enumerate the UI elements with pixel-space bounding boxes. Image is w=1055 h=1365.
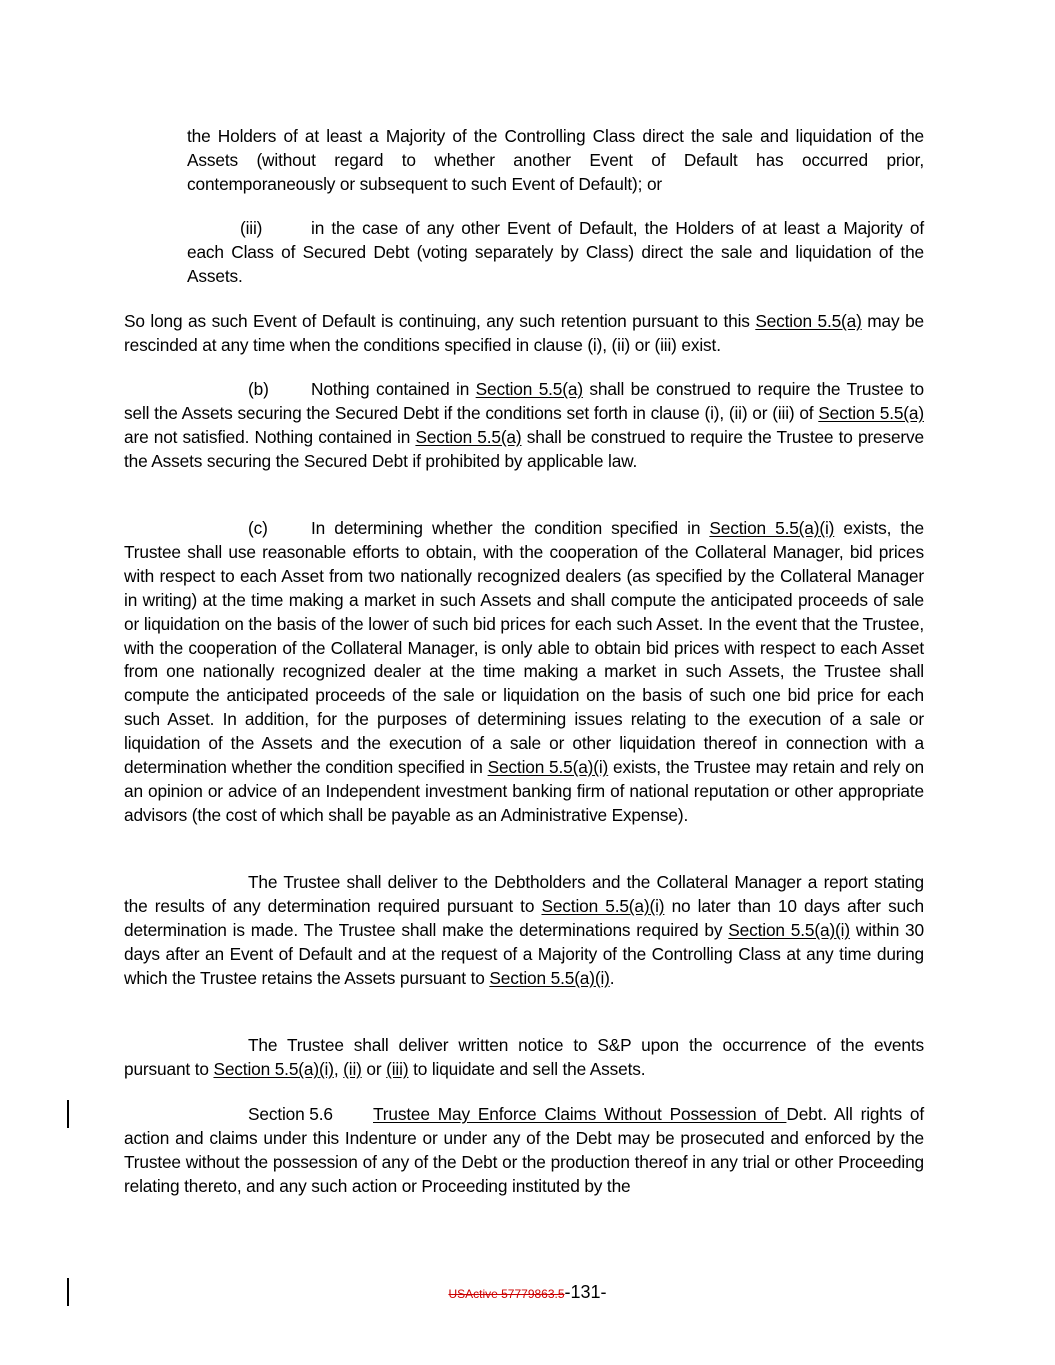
section-reference: Section 5.5(a)(i) (709, 518, 835, 538)
section-reference: Section 5.5(a)(i) (489, 967, 610, 988)
text-run: Debt. All rights of action and claims under this Indenture or under any of the Debt may be prosecuted and enforced by the Trustee without the possession of any of the Debt or the production thereof in any trial or other Proceeding relating thereto, and any such action or Proceeding instituted by the (124, 1104, 924, 1196)
text-run: The Trustee shall deliver written notice to S&P upon the occurrence of the events pursuant to (124, 1035, 924, 1079)
section-number: Section 5.6 (248, 1104, 333, 1124)
page-footer (0, 1280, 1055, 1306)
text-run: no later than 10 days after such determination is made. The Trustee shall make the determinations required by (124, 895, 924, 940)
text-run: The Trustee shall deliver to the Debtholders and the Collateral Manager a report stating the results of any determination required pursuant to (124, 872, 924, 916)
section-reference: (ii) (343, 1058, 362, 1079)
paragraph-text: in the case of any other Event of Default, the Holders of at least a Majority of each Class of Secured Debt (voting separately by Class) direct the sale and liquidation of the Assets. (187, 218, 924, 286)
paragraph-b (124, 378, 924, 474)
section-reference: Section 5.5(a)(i) (213, 1058, 334, 1079)
clause-label: (iii) (240, 218, 263, 238)
text-run: within 30 days after an Event of Default and at the request of a Majority of the Controlling Class at any time during which the Trustee retains the Assets pursuant to (124, 919, 924, 988)
section-reference: Section 5.5(a) (475, 379, 583, 399)
section-heading: Trustee May Enforce Claims Without Possession of (373, 1104, 787, 1124)
text-run: or (361, 1058, 387, 1079)
paragraph-notice (124, 1034, 924, 1082)
text-run: to liquidate and sell the Assets. (408, 1058, 646, 1079)
section-reference: Section 5.5(a) (755, 311, 862, 331)
section-reference: Section 5.5(a) (818, 402, 924, 423)
section-reference: Section 5.5(a) (415, 426, 522, 447)
section-5-6 (124, 1103, 924, 1199)
paragraph-c (124, 517, 924, 828)
text-run: exists, the Trustee shall use reasonable efforts to obtain, with the cooperation of the Collateral Manager, bid prices with respect to each Asset from two nationally recognized dealers (as specified by the Collateral Manager in writing) at the time making a market in such Assets and shall compute the anticipated proceeds of sale or liquidation on the basis of the lower of such bid prices for each such Asset. In the event that the Trustee, with the cooperation of the Collateral Manager, is only able to obtain bid prices with respect to each Asset from one nationally recognized dealer at the time making a market in such Assets, the Trustee shall compute the anticipated proceeds of the sale or liquidation on the basis of such one bid price for each such Asset. In addition, for the purposes of determining issues relating to the execution of a sale or liquidation of the Assets and the execution of a sale or other liquidation thereof in connection with a determination whether the condition specified in (124, 518, 924, 778)
text-run: may be rescinded at any time when the conditions specified in clause (i), (ii) or (iii) exist. (124, 311, 924, 355)
section-reference: (iii) (386, 1058, 409, 1079)
deleted-document-id: USActive 57779863.5 (448, 1287, 565, 1301)
clause-label: (c) (248, 518, 268, 538)
text-run: . (609, 967, 615, 988)
section-reference: Section 5.5(a)(i) (487, 757, 609, 778)
text-run: Nothing contained in (311, 379, 476, 399)
text-run: , (333, 1058, 344, 1079)
paragraph-text: the Holders of at least a Majority of the Controlling Class direct the sale and liquidation of the Assets (without regard to whether another Event of Default has occurred prior, contemporaneously or subsequent to such Event of Default); or (187, 126, 924, 194)
section-reference: Section 5.5(a)(i) (728, 919, 850, 940)
revision-change-bar (67, 1100, 69, 1128)
text-run: are not satisfied. Nothing contained in (124, 426, 416, 447)
section-reference: Section 5.5(a)(i) (541, 895, 665, 916)
clause-label: (b) (248, 379, 269, 399)
paragraph-retention (124, 310, 924, 358)
text-run: shall be construed to require the Trustee to sell the Assets securing the Secured Debt if the conditions set forth in clause (i), (ii) or (iii) of (124, 379, 924, 423)
text-run: So long as such Event of Default is continuing, any such retention pursuant to this (124, 311, 756, 331)
text-run: exists, the Trustee may retain and rely on an opinion or advice of an Independent investment banking firm of national reputation or other appropriate advisors (the cost of which shall be payable as an Administrative Expense). (124, 757, 924, 825)
page-number: -131- (564, 1282, 607, 1302)
paragraph-report (124, 871, 924, 991)
paragraph-ii-continuation (187, 125, 924, 197)
paragraph-iii (187, 217, 924, 289)
text-run: shall be construed to require the Trustee to preserve the Assets securing the Secured Debt if prohibited by applicable law. (124, 426, 924, 471)
text-run: In determining whether the condition specified in (311, 518, 710, 538)
